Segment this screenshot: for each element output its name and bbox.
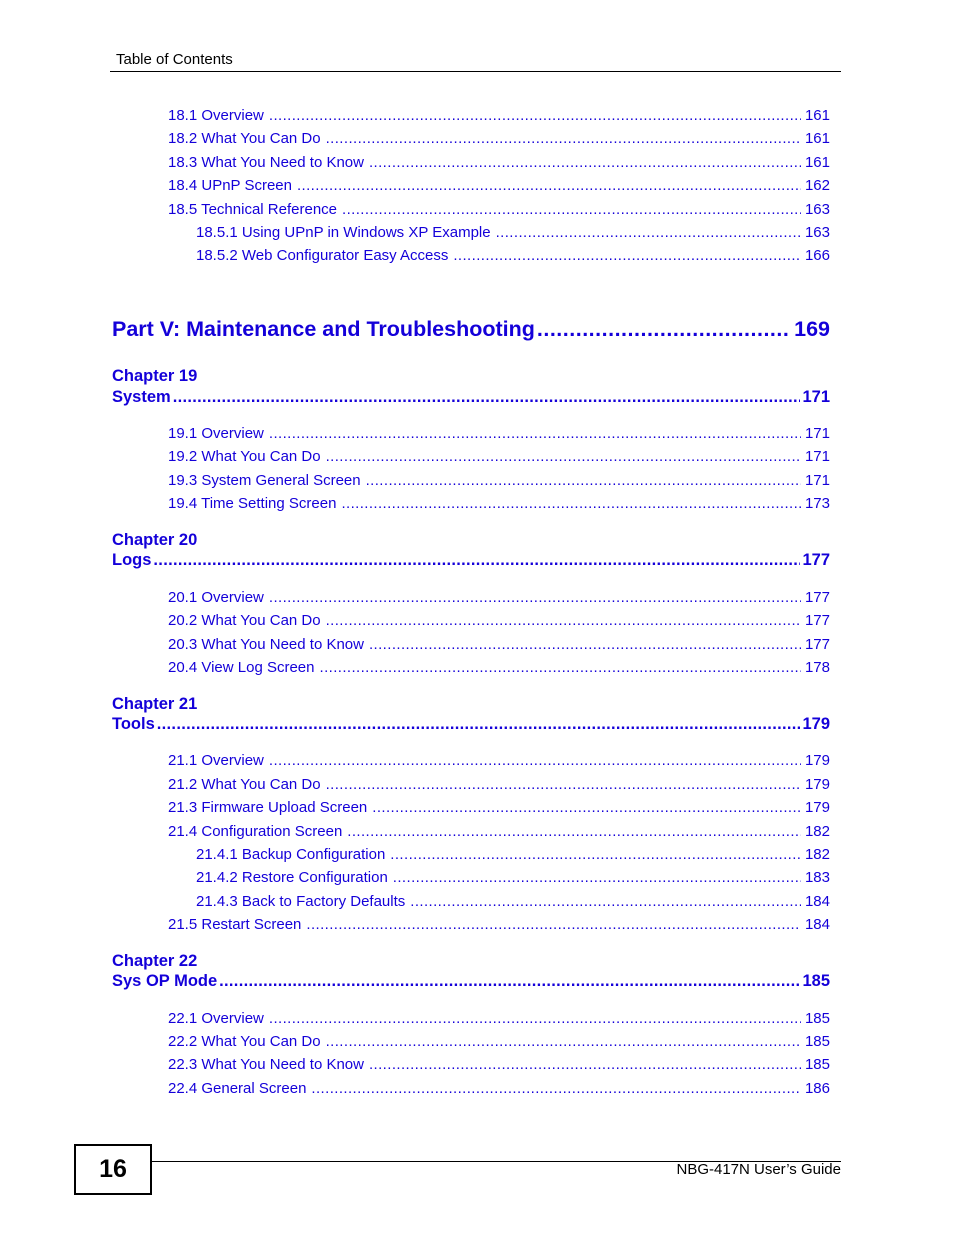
toc-entry-title: 20.4 View Log Screen [168, 659, 315, 676]
dot-leader [311, 1080, 801, 1097]
toc-entry-21-2[interactable] [168, 776, 830, 793]
toc-entry-19-1[interactable] [168, 425, 830, 442]
toc-entry-page: 185 [804, 1056, 830, 1073]
toc-entry-title: 20.2 What You Can Do [168, 612, 321, 629]
toc-chapter-page: 179 [802, 715, 830, 733]
toc-entry-title: 18.2 What You Can Do [168, 130, 321, 147]
toc-entry-page: 185 [804, 1033, 830, 1050]
header-divider [110, 71, 841, 72]
toc-entry-21-1[interactable] [168, 752, 830, 769]
toc-entry-22-1[interactable] [168, 1010, 830, 1027]
dot-leader [342, 201, 801, 218]
dot-leader [369, 1056, 801, 1073]
toc-entry-18-1[interactable] [168, 107, 830, 124]
toc-entry-page: 183 [804, 869, 830, 886]
chapter-number-20: Chapter 20 [112, 531, 198, 549]
page-number-box [74, 1144, 152, 1195]
guide-title: NBG-417N User’s Guide [676, 1161, 841, 1178]
dot-leader [369, 154, 801, 171]
toc-entry-page: 177 [804, 636, 830, 653]
toc-entry-18-4[interactable] [168, 177, 830, 194]
toc-entry-20-4[interactable] [168, 659, 830, 676]
dot-leader [326, 612, 801, 629]
toc-entry-title: 19.4 Time Setting Screen [168, 495, 337, 512]
toc-entry-18-5-1[interactable] [196, 224, 830, 241]
toc-entry-22-2[interactable] [168, 1033, 830, 1050]
toc-entry-title: 18.5.2 Web Configurator Easy Access [196, 247, 449, 264]
toc-entry-21-4-3[interactable] [196, 893, 830, 910]
dot-leader [537, 317, 788, 342]
toc-entry-page: 184 [804, 916, 830, 933]
toc-entry-title: 21.1 Overview [168, 752, 264, 769]
toc-entry-title: 21.3 Firmware Upload Screen [168, 799, 368, 816]
toc-entry-title: 19.1 Overview [168, 425, 264, 442]
toc-entry-page: 179 [804, 776, 830, 793]
toc-entry-title: 18.5.1 Using UPnP in Windows XP Example [196, 224, 491, 241]
toc-entry-page: 184 [804, 893, 830, 910]
dot-leader [297, 177, 801, 194]
toc-entry-title: 21.4.3 Back to Factory Defaults [196, 893, 406, 910]
toc-entry-page: 173 [804, 495, 830, 512]
toc-entry-title: 21.5 Restart Screen [168, 916, 302, 933]
dot-leader [453, 247, 801, 264]
dot-leader [496, 224, 801, 241]
toc-part-title: Part V: Maintenance and Troubleshooting [112, 317, 535, 341]
chapter-number-19: Chapter 19 [112, 367, 198, 385]
toc-entry-page: 182 [804, 846, 830, 863]
dot-leader [320, 659, 801, 676]
toc-entry-title: 21.4.2 Restore Configuration [196, 869, 388, 886]
toc-entry-21-5[interactable] [168, 916, 830, 933]
toc-entry-18-3[interactable] [168, 154, 830, 171]
toc-entry-19-2[interactable] [168, 448, 830, 465]
toc-chapter-page: 185 [802, 972, 830, 990]
toc-chapter-20[interactable] [112, 551, 830, 570]
toc-entry-title: 20.1 Overview [168, 589, 264, 606]
page-number: 16 [99, 1155, 127, 1183]
toc-entry-page: 162 [804, 177, 830, 194]
toc-entry-18-5-2[interactable] [196, 247, 830, 264]
toc-entry-title: 22.2 What You Can Do [168, 1033, 321, 1050]
toc-entry-page: 171 [804, 448, 830, 465]
toc-entry-page: 161 [804, 130, 830, 147]
toc-entry-21-4-1[interactable] [196, 846, 830, 863]
toc-entry-page: 179 [804, 799, 830, 816]
toc-entry-page: 166 [804, 247, 830, 264]
dot-leader [390, 846, 801, 863]
toc-entry-title: 18.3 What You Need to Know [168, 154, 364, 171]
toc-entry-20-1[interactable] [168, 589, 830, 606]
toc-entry-21-4[interactable] [168, 823, 830, 840]
toc-entry-page: 161 [804, 154, 830, 171]
toc-entry-page: 177 [804, 612, 830, 629]
toc-entry-page: 177 [804, 589, 830, 606]
dot-leader [326, 1033, 801, 1050]
toc-entry-19-3[interactable] [168, 472, 830, 489]
toc-entry-title: 18.1 Overview [168, 107, 264, 124]
toc-chapter-page: 177 [802, 551, 830, 569]
toc-entry-title: 19.2 What You Can Do [168, 448, 321, 465]
toc-entry-title: 22.4 General Screen [168, 1080, 307, 1097]
running-header: Table of Contents [116, 51, 233, 68]
toc-entry-title: 22.1 Overview [168, 1010, 264, 1027]
dot-leader [372, 799, 801, 816]
dot-leader [269, 425, 801, 442]
dot-leader [369, 636, 801, 653]
dot-leader [269, 107, 801, 124]
toc-chapter-21[interactable] [112, 715, 830, 734]
toc-entry-18-2[interactable] [168, 130, 830, 147]
toc-entry-page: 171 [804, 425, 830, 442]
toc-entry-title: 19.3 System General Screen [168, 472, 361, 489]
toc-entry-18-5[interactable] [168, 201, 830, 218]
toc-chapter-title: Tools [112, 715, 155, 733]
dot-leader [269, 752, 801, 769]
dot-leader [269, 589, 801, 606]
toc-entry-page: 178 [804, 659, 830, 676]
toc-entry-22-4[interactable] [168, 1080, 830, 1097]
toc-entry-page: 161 [804, 107, 830, 124]
toc-entry-page: 186 [804, 1080, 830, 1097]
toc-chapter-page: 171 [802, 388, 830, 406]
dot-leader [366, 472, 801, 489]
toc-part-page: 169 [794, 317, 830, 341]
chapter-number-21: Chapter 21 [112, 695, 198, 713]
dot-leader [173, 388, 801, 407]
toc-entry-title: 22.3 What You Need to Know [168, 1056, 364, 1073]
toc-part-v[interactable] [112, 317, 830, 342]
toc-entry-title: 18.5 Technical Reference [168, 201, 337, 218]
toc-entry-19-4[interactable] [168, 495, 830, 512]
toc-chapter-title: Logs [112, 551, 152, 569]
toc-entry-21-3[interactable] [168, 799, 830, 816]
dot-leader [153, 551, 800, 570]
toc-entry-22-3[interactable] [168, 1056, 830, 1073]
toc-chapter-title: Sys OP Mode [112, 972, 218, 990]
toc-entry-page: 182 [804, 823, 830, 840]
dot-leader [326, 776, 801, 793]
dot-leader [219, 972, 800, 991]
toc-chapter-title: System [112, 388, 171, 406]
toc-entry-21-4-2[interactable] [196, 869, 830, 886]
toc-entry-page: 179 [804, 752, 830, 769]
toc-entry-page: 185 [804, 1010, 830, 1027]
chapter-number-22: Chapter 22 [112, 952, 198, 970]
toc-chapter-19[interactable] [112, 388, 830, 407]
toc-entry-title: 21.4.1 Backup Configuration [196, 846, 386, 863]
toc-entry-page: 163 [804, 224, 830, 241]
dot-leader [393, 869, 801, 886]
toc-entry-title: 21.2 What You Can Do [168, 776, 321, 793]
toc-entry-title: 21.4 Configuration Screen [168, 823, 343, 840]
dot-leader [341, 495, 801, 512]
toc-entry-20-3[interactable] [168, 636, 830, 653]
dot-leader [347, 823, 801, 840]
toc-entry-20-2[interactable] [168, 612, 830, 629]
toc-entry-page: 163 [804, 201, 830, 218]
toc-entry-page: 171 [804, 472, 830, 489]
dot-leader [326, 448, 801, 465]
toc-chapter-22[interactable] [112, 972, 830, 991]
dot-leader [269, 1010, 801, 1027]
toc-entry-title: 20.3 What You Need to Know [168, 636, 364, 653]
dot-leader [306, 916, 801, 933]
dot-leader [157, 715, 801, 734]
dot-leader [410, 893, 801, 910]
toc-entry-title: 18.4 UPnP Screen [168, 177, 292, 194]
dot-leader [326, 130, 801, 147]
